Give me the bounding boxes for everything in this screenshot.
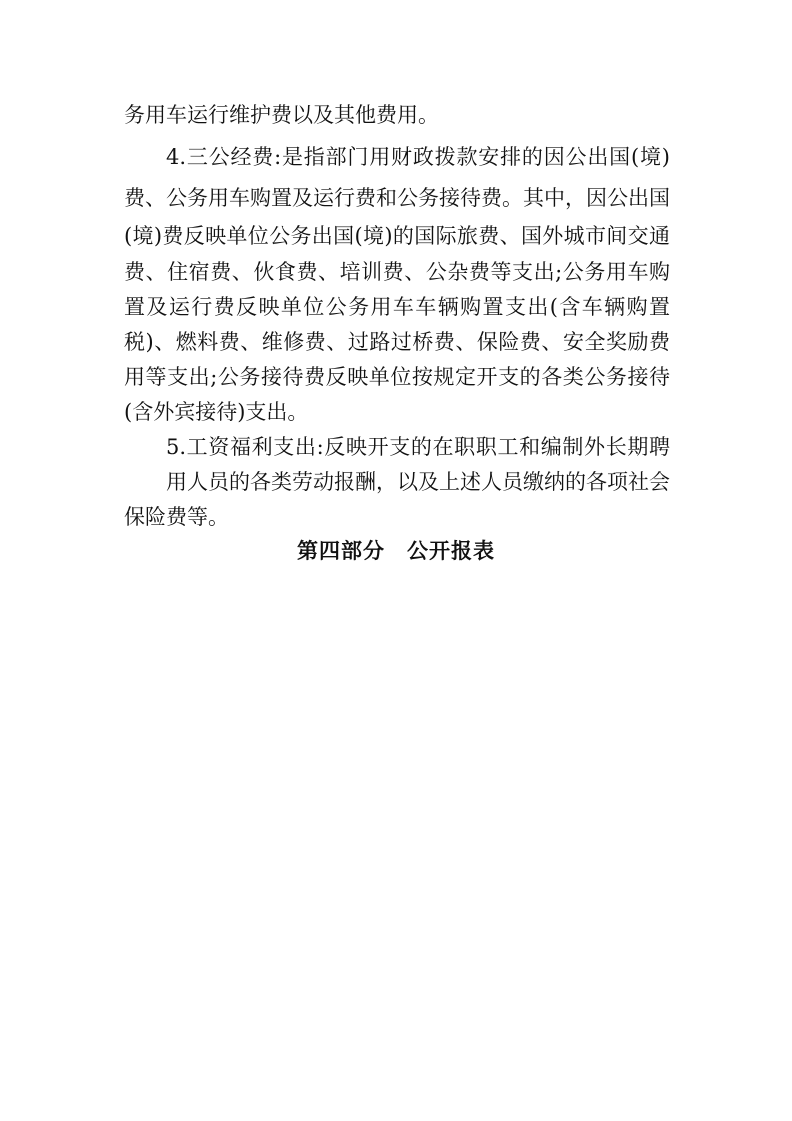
paragraph-line-12: 保险费等。 <box>124 505 229 529</box>
paragraph-line-7: 税)、燃料费、维修费、过路过桥费、保险费、安全奖励费 <box>124 330 670 354</box>
section-heading: 第四部分 公开报表 <box>297 539 495 563</box>
paragraph-line-9: (含外宾接待)支出。 <box>124 400 309 424</box>
paragraph-line-3: 费、公务用车购置及运行费和公务接待费。其中，因公出国 <box>124 186 670 210</box>
paragraph-line-1: 务用车运行维护费以及其他费用。 <box>124 103 439 127</box>
paragraph-line-8: 用等支出;公务接待费反映单位按规定开支的各类公务接待 <box>124 365 670 389</box>
paragraph-line-6: 置及运行费反映单位公务用车车辆购置支出(含车辆购置 <box>124 295 670 319</box>
paragraph-line-2: 4.三公经费:是指部门用财政拨款安排的因公出国(境) <box>166 145 670 169</box>
paragraph-line-5: 费、住宿费、伙食费、培训费、公杂费等支出;公务用车购 <box>124 260 670 284</box>
paragraph-line-10: 5.工资福利支出:反映开支的在职职工和编制外长期聘 <box>166 435 670 459</box>
paragraph-line-4: (境)费反映单位公务出国(境)的国际旅费、国外城市间交通 <box>124 224 670 248</box>
paragraph-line-11: 用人员的各类劳动报酬，以及上述人员缴纳的各项社会 <box>166 470 670 494</box>
